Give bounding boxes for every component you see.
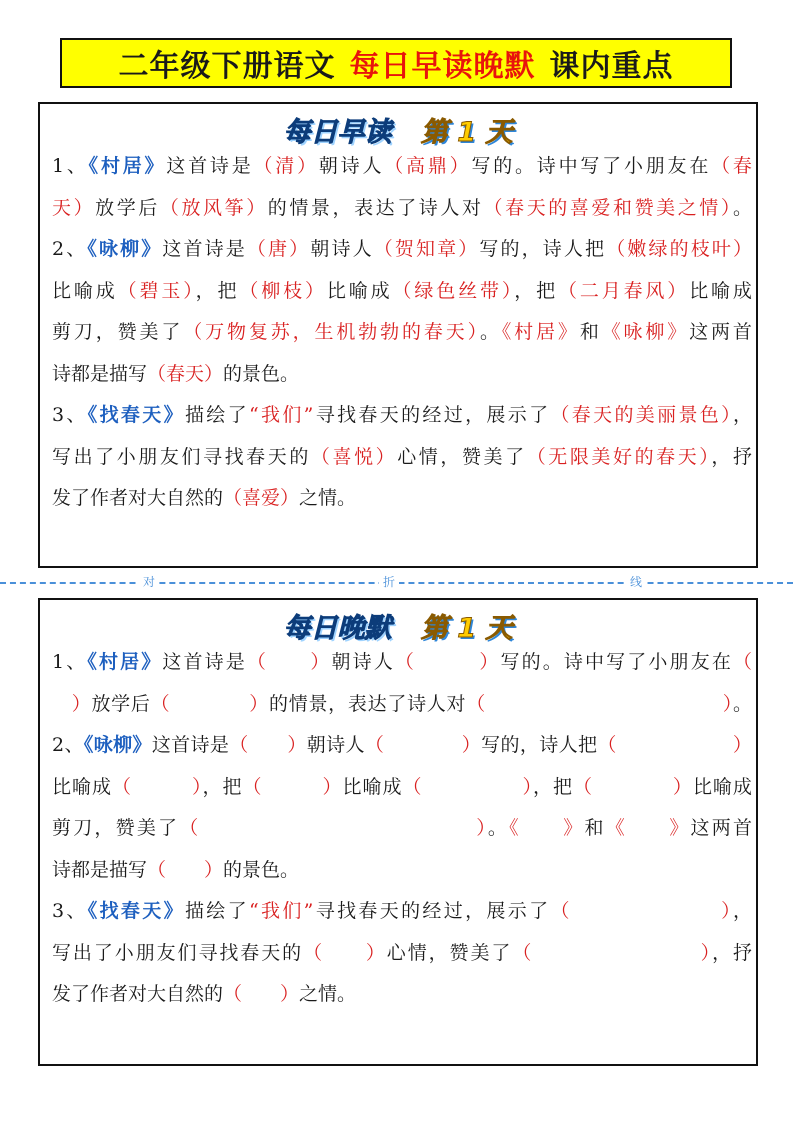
line-segment: 之情。 bbox=[299, 487, 357, 509]
line-segment: 写的，诗人把 bbox=[481, 734, 598, 756]
line-segment: 放学后 bbox=[95, 196, 160, 219]
line-segment: 的景色。 bbox=[223, 858, 300, 881]
answer-text: （ ） bbox=[147, 858, 224, 881]
line-segment: 心情，赞美了 bbox=[386, 941, 513, 964]
line-segment: 2、 bbox=[52, 734, 84, 756]
answer-text: （ ） bbox=[572, 775, 693, 798]
answer-text: （二月春风） bbox=[557, 279, 690, 302]
text-line bbox=[52, 478, 752, 520]
answer-text: （嫩绿的枝叶） bbox=[606, 238, 752, 260]
answer-text: （绿色丝带） bbox=[392, 279, 515, 302]
answer-text: （ ） bbox=[394, 651, 501, 673]
poem-title: 《咏柳》 bbox=[87, 238, 163, 260]
line-segment: 寻找春天的经过，展示了 bbox=[313, 900, 551, 922]
line-segment: 剪刀，赞美了 bbox=[52, 321, 184, 343]
answer-text: （春天） bbox=[147, 362, 224, 385]
morning-title bbox=[40, 110, 756, 149]
morning-day-label: 第 1 天 bbox=[420, 117, 513, 148]
answer-text: （春天的美丽景色） bbox=[550, 404, 733, 426]
evening-text bbox=[52, 642, 771, 1016]
line-segment: 。 bbox=[479, 321, 502, 343]
line-segment: 这两首 bbox=[690, 817, 752, 839]
fold-label-1: 对 bbox=[139, 573, 159, 590]
line-segment: 发了作者对大自然的 bbox=[52, 983, 224, 1005]
line-segment: ，把 bbox=[532, 775, 573, 798]
answer-text: ） bbox=[52, 692, 92, 715]
answer-text: 《 》 bbox=[605, 817, 691, 839]
line-segment: 这两首 bbox=[689, 321, 752, 343]
line-segment: ， bbox=[732, 404, 752, 426]
poem-title: 《村居》 bbox=[88, 155, 167, 177]
evening-title bbox=[40, 606, 756, 645]
text-line bbox=[52, 850, 752, 892]
answer-text: （高鼎） bbox=[384, 155, 472, 177]
answer-text: “我们” bbox=[248, 900, 314, 922]
answer-text: （ ） bbox=[303, 941, 387, 964]
text-line bbox=[52, 642, 771, 684]
fold-label-2: 折 bbox=[379, 573, 399, 590]
text-line bbox=[52, 437, 752, 479]
answer-text: （ ） bbox=[223, 983, 300, 1005]
line-segment: 发了作者对大自然的 bbox=[52, 487, 224, 509]
fold-label-3: 线 bbox=[626, 573, 646, 590]
line-segment: 比喻成 bbox=[326, 279, 393, 302]
line-segment: 朝诗人 bbox=[331, 651, 395, 673]
line-segment: 的情景，表达了诗人对 bbox=[267, 196, 484, 219]
answer-text: （ ） bbox=[229, 734, 307, 756]
answer-text: （ ） bbox=[179, 817, 488, 839]
text-line bbox=[52, 974, 752, 1016]
text-line bbox=[52, 684, 752, 726]
line-segment: 诗都是描写 bbox=[52, 858, 148, 881]
line-segment: 朝诗人 bbox=[318, 155, 385, 177]
evening-title-label: 每日晚默 bbox=[283, 613, 392, 644]
morning-reading-panel bbox=[38, 102, 758, 568]
evening-dictation-panel bbox=[38, 598, 771, 1066]
answer-text: （ ） bbox=[402, 775, 533, 798]
line-segment: 。 bbox=[732, 196, 752, 219]
text-line bbox=[52, 933, 752, 975]
line-segment: 。 bbox=[487, 817, 510, 839]
answer-text: （ ） bbox=[242, 775, 343, 798]
line-segment: 比喻成 bbox=[692, 775, 752, 798]
line-segment: 的情景，表达了诗人对 bbox=[269, 692, 467, 715]
line-segment: 1、 bbox=[52, 651, 88, 673]
poem-title: 《咏柳》 bbox=[83, 734, 152, 756]
line-segment: 描绘了 bbox=[184, 900, 249, 922]
answer-text: （ ） bbox=[550, 900, 733, 922]
line-segment: 这首诗是 bbox=[162, 238, 247, 260]
answer-text: 天） bbox=[52, 196, 96, 219]
line-segment: ，把 bbox=[195, 279, 240, 302]
line-segment: 朝诗人 bbox=[310, 238, 374, 260]
answer-text: （春天的喜爱和赞美之情） bbox=[483, 196, 733, 219]
answer-text: （柳枝） bbox=[239, 279, 327, 302]
line-segment: 放学后 bbox=[91, 692, 151, 715]
text-line bbox=[52, 891, 752, 933]
line-segment: ，抒 bbox=[711, 445, 752, 468]
text-line bbox=[52, 725, 752, 767]
answer-text: （ ） bbox=[150, 692, 269, 715]
title-series: 每日早读晚默 bbox=[349, 49, 536, 84]
answer-text: （ ） bbox=[246, 651, 332, 673]
line-segment: 3、 bbox=[52, 900, 88, 922]
line-segment: ，把 bbox=[202, 775, 243, 798]
title-grade: 二年级下册语文 bbox=[118, 49, 336, 84]
line-segment: 的景色。 bbox=[223, 362, 300, 385]
text-line bbox=[52, 808, 752, 850]
page-title bbox=[60, 38, 732, 88]
answer-text: （清） bbox=[253, 155, 319, 177]
answer-text: 《村居》 bbox=[501, 321, 580, 343]
answer-text: （喜悦） bbox=[310, 445, 398, 468]
text-line bbox=[52, 188, 752, 230]
line-segment: ，把 bbox=[514, 279, 558, 302]
morning-title-label: 每日早读 bbox=[283, 117, 392, 148]
line-segment: 剪刀，赞美了 bbox=[52, 817, 180, 839]
answer-text: （碧玉） bbox=[117, 279, 196, 302]
line-segment: 写出了小朋友们寻找春天的 bbox=[52, 941, 304, 964]
answer-text: （ ） bbox=[512, 941, 713, 964]
text-line bbox=[52, 312, 752, 354]
line-segment: 比喻成 bbox=[342, 775, 403, 798]
text-line bbox=[52, 271, 752, 313]
line-segment: 这首诗是 bbox=[166, 155, 254, 177]
text-line bbox=[52, 146, 752, 188]
answer-text: （ ） bbox=[112, 775, 203, 798]
line-segment: 3、 bbox=[52, 404, 88, 426]
answer-text: 《咏柳》 bbox=[601, 321, 690, 343]
line-segment: ，抒 bbox=[712, 941, 752, 964]
line-segment: 1、 bbox=[52, 155, 89, 177]
line-segment: 比喻成 bbox=[689, 279, 752, 302]
line-segment: ， bbox=[732, 900, 752, 922]
line-segment: 诗都是描写 bbox=[52, 362, 148, 385]
line-segment: 写出了小朋友们寻找春天的 bbox=[52, 445, 311, 468]
answer-text: （ ） bbox=[597, 734, 752, 756]
answer-text: （放风筝） bbox=[159, 196, 268, 219]
answer-text: （春 bbox=[711, 155, 752, 177]
line-segment: 写的，诗人把 bbox=[479, 238, 607, 260]
line-segment: 写的。诗中写了小朋友在 bbox=[471, 155, 712, 177]
line-segment: 这首诗是 bbox=[162, 651, 247, 673]
text-line bbox=[52, 354, 752, 396]
line-segment: 之情。 bbox=[299, 983, 357, 1005]
line-segment: 比喻成 bbox=[52, 279, 118, 302]
answer-text: （ ） bbox=[364, 734, 482, 756]
poem-title: 《村居》 bbox=[87, 651, 163, 673]
line-segment: 写的。诗中写了小朋友在 bbox=[500, 651, 733, 673]
answer-text: （唐） bbox=[246, 238, 311, 260]
poem-title: 《找春天》 bbox=[87, 900, 185, 922]
answer-text: （喜爱） bbox=[223, 487, 300, 509]
text-line bbox=[52, 767, 752, 809]
answer-text: （无限美好的春天） bbox=[526, 445, 712, 468]
answer-text: （贺知章） bbox=[373, 238, 480, 260]
answer-text: （ bbox=[732, 651, 771, 673]
line-segment: 比喻成 bbox=[52, 775, 112, 798]
answer-text: “我们” bbox=[248, 404, 314, 426]
title-topic: 课内重点 bbox=[549, 49, 674, 84]
line-segment: 。 bbox=[732, 692, 752, 715]
answer-text: （万物复苏，生机勃勃的春天） bbox=[183, 321, 480, 343]
line-segment: 朝诗人 bbox=[306, 734, 365, 756]
line-segment: 和 bbox=[579, 321, 602, 343]
answer-text: 《 》 bbox=[509, 817, 585, 839]
line-segment: 和 bbox=[584, 817, 606, 839]
line-segment: 心情，赞美了 bbox=[397, 445, 527, 468]
morning-text bbox=[52, 146, 752, 520]
line-segment: 这首诗是 bbox=[151, 734, 230, 756]
text-line bbox=[52, 229, 752, 271]
line-segment: 描绘了 bbox=[184, 404, 249, 426]
text-line bbox=[52, 395, 752, 437]
answer-text: （ ） bbox=[466, 692, 733, 715]
poem-title: 《找春天》 bbox=[87, 404, 185, 426]
line-segment: 寻找春天的经过，展示了 bbox=[313, 404, 551, 426]
line-segment: 2、 bbox=[52, 238, 88, 260]
evening-day-label: 第 1 天 bbox=[420, 613, 513, 644]
